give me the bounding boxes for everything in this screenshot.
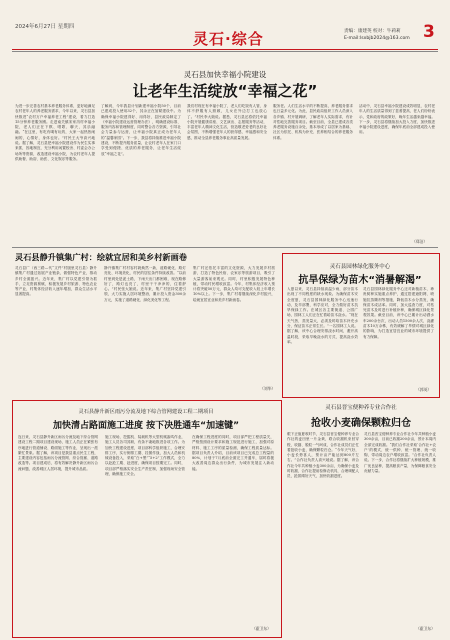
article5-col-2: 灵石县晋宝便种养专业合作社今年共种植小麦300余亩，目前已收割200余亩，预计本周内全部完成收割。“我们合作社采取‘合作社+农户’的模式，统一供种、统一管理、统一收购，带动周边农户增收致富。”合作社负责人说。下一步，合作社将继续扩大种植规模，推广优良品种，提高粮食产量，为保障粮食安全贡献力量。 bbox=[364, 432, 436, 474]
lead-col-1: 为进一步完善农村基本养老服务体系，更好地满足农村老年人的养老服务需求，今年以来，灵石县加快推进“农村万户幸福养老工程”建设，着力打造15分钟养老服务圈。走进南关镇宋家沟村幸福小院，老人们正在下棋、唱歌、聊天，其乐融融。“在这里，有吃有喝有玩的，大家一起热热闹闹的，心情好，身体也好。”村民王大爷高兴地说。据了解，灵石县把幸福小院建设作为民生实事来抓，因地制宜，充分利用闲置校舍、村委会办公场所等资源，改造建设幸福小院，为农村老年人提供助餐、助浴、助医、文化娱乐等服务。 bbox=[15, 104, 95, 161]
masthead bbox=[0, 0, 450, 62]
lead-col-4: 服务老。人们生活水平的不断提高，养老服务需求也日益多元化。为此，县民政局组织工作人员深入各乡镇、村开展调研，了解老年人实际需求，有针对性地完善服务项目。截至目前，全县已建成各类养老服务设施百余处，基本形成了以居家为基础、社区为依托、机构为补充、医养相结合的养老服务体系。 bbox=[273, 104, 353, 140]
article2-col-2: 静升镇集广村村容村貌焕然一新，道路硬化、路灯亮化、环境美化，村民的居住条件持续改善。“以前村里到处是泥土路，下雨天出门都困难，现在路修好了，路灯也亮了，村里干干净净的，住着舒心。”村民张大娘说。近年来，集广村坚持党建引领，大力实施人居环境整治，累计投入资金300余万元，实施了道路硬化、绿化美化等工程。 bbox=[104, 266, 186, 302]
article4-col-2: 施工现场，挖掘机、装载机等大型机械轰鸣作业，施工人员各司其职，有条不紊地推进各项工作。为加快工程建设进度，项目部科学组织施工，合理安排工序，实行倒排工期、挂图作战，加大人员和机械设备投入，采取“白+黑”“5+2”工作模式，全力以赴抢工期、赶进度，确保项目按期完工。同时，项目部严格落实安全生产责任制，加强现场安全管理，确保施工安全。 bbox=[105, 435, 185, 477]
lead-col-2: 了解到，今年我县计划新建幸福小院50个，目前已建成投入使用32个，其余正在加紧建设中。为确保幸福小院建得好、用得好，县民政局制定了《幸福小院建设运营管理办法》，明确建设标准、服务内容和管理制度，同时整合各方资源，引导社会力量参与运营，让幸福小院真正成为老年人的“温馨家园”。下一步，我县将持续推进幸福小院建设，不断提升服务质量，让农村老年人在家门口享受到便捷、优质的养老服务，让老年生活绽放“幸福之花”。 bbox=[101, 104, 181, 156]
section-title: 灵石·综合 bbox=[193, 30, 264, 48]
article5-kicker: 灵石县晋宝便种养专业合作社 bbox=[325, 405, 397, 411]
lead-author: （郑洁） bbox=[412, 239, 428, 244]
article3-col-1: 入夏以来，灵石县持续高温少雨，部分苗木出现了不同程度的缺水现象。为确保苗木安全度夏，灵石县园林绿化服务中心迅速行动，及早部署，科学应对，全力做好苗木抗旱保绿工作。在城区各主要街道、公园广场，园林工人们正在忙着给苗木浇水。“现在天气热，蒸发量大，必须及时给苗木补充水分，保证苗木正常生长。”一名园林工人说。据了解，该中心合理安排浇水时间，避开高温时段，采取早晚浇水的方式，提高浇水效率。 bbox=[287, 287, 358, 344]
article2-col-1: 灵石县广（西三路—代“文件”村版里灵石县）静升镇集广村通过拓展产业链条，做强特色产业，推动乡村全面振兴。近年来，集广村以党建引领为抓手，立足资源禀赋，积极发展乡村旅游、特色农业等产业，村集体经济收入逐年增加，群众生活水平显著提高。 bbox=[15, 266, 97, 297]
article2-title: 灵石县静升镇集广村：绘就宜居和美乡村新画卷 bbox=[15, 252, 187, 262]
lead-col-5: 活动中，灵石县幸福小院建设成效明显，农村老年人的生活质量得到了显著提高，老人们纷纷表示，党和政府的政策好，晚年生活越来越幸福。下一步，灵石县将继续加大投入力度，加快推进幸福小院建设进度，确保年底前全部建成投入使用。 bbox=[359, 104, 435, 135]
editor-credit: 责编：康建英 校对：牛莉莉 bbox=[344, 29, 401, 34]
article4-col-3: 在确保工程进度的同时，项目部严把工程质量关，严格按照设计要求和施工规范进行施工，加强对原材料、施工工序的质量检测，确保工程质量达标。据项目负责人介绍，目前该项目已完成总工程量的80%，计划于7月底前全面完工并通车，届时将极大改善周边群众出行条件，为城市发展注入新动能。 bbox=[192, 435, 274, 471]
article5-title: 抢收小麦确保颗粒归仓 bbox=[311, 418, 411, 429]
header-rule bbox=[12, 49, 438, 50]
article5-author: （霍卫东） bbox=[416, 626, 435, 631]
lead-bottom-rule bbox=[12, 247, 438, 248]
article3-author: （郭英） bbox=[416, 387, 432, 392]
article2-col-3: 集广村还依托丰富的文化资源，大力发展乡村旅游，打造了特色民宿、农家乐等旅游项目，吸引了大量游客前来观光。同时，村里积极发展特色种植，带动村民增收致富。今年，村集体经济收入预计将突破50万元，群众人均可支配收入较上年增长10%以上。下一步，集广村将继续深化乡村振兴，绘就宜居宜业和美乡村新画卷。 bbox=[193, 266, 275, 302]
article4-kicker: 灵石县静升新区雨污分流及地下综合管网建设工程二期项目 bbox=[78, 409, 214, 415]
contact-email: E-mail:lsxbjb2024@163.com bbox=[344, 36, 410, 41]
article4-title: 加快清占路面施工进度 按下决胜通车“加速键” bbox=[53, 421, 239, 431]
article5-col-1: 眼下正值夏收时节，灵石县晋宝便种养专业合作社的麦田里一片金黄，联合收割机来回穿梭，收割、脱粒一气呵成，合作社成员们正忙着抢收小麦，确保颗粒归仓。“今年天气好，小麦长势喜人，预计亩产能达到800斤左右。”合作社负责人高兴地说。据了解，该合作社今年共种植小麦300余亩，为确保小麦及时收割，合作社提前检修农机具，合理调配人员，抢抓晴好天气，加快收割进度。 bbox=[287, 432, 359, 479]
article3-col-2: 灵石县园林绿化服务中心还对新植苗木、珍贵树种实施重点养护，通过搭建遮阳网、喷施抗蒸腾剂等措施，降低苗木水分蒸发，确保苗木成活率。同时，加大巡查力度，对枯死苗木及时进行补植补种，确保城区绿化景观效果。截至目前，该中心已累计出动洒水车200余台次，出动人员1500余人次，浇灌苗木10万余株，有效缓解了旱情对城区绿化的影响，为打造宜居宜业的城市环境提供了有力保障。 bbox=[363, 287, 434, 339]
article2-author: （刘华） bbox=[260, 386, 276, 391]
lead-col-3: 我们村现在有幸福小院了，老人们吃饭有人管，身体不舒服有人照顾，儿女在外边打工也放心了。”村民李大娘说。据悉，灵石县还将依托幸福小院开展健康讲座、文艺演出、志愿服务等活动，丰富老年人精神文化生活，营造敬老爱老的良好社会氛围，不断增强老年人的获得感、幸福感和安全感，推动全县养老服务事业高质量发展。 bbox=[187, 104, 267, 140]
article3-title: 抗旱保绿为苗木“消暑解渴” bbox=[298, 275, 422, 286]
article3-kicker: 灵石县园林绿化服务中心 bbox=[329, 264, 391, 270]
lead-kicker: 灵石县加快幸福小院建设 bbox=[183, 70, 267, 79]
article4-author: （霍卫东） bbox=[252, 626, 271, 631]
issue-date: 2024年6月27日 星期四 bbox=[15, 24, 75, 30]
lead-headline: 让老年生活绽放“幸福之花” bbox=[132, 82, 318, 100]
page-number: 3 bbox=[423, 22, 435, 42]
article4-col-1: 连日来，灵石县静升新区雨污分流及地下综合管网建设工程二期项目建设现场，施工人员正在紧张有序地进行管道铺设、路面施工等作业，呈现出一派繁忙景象。据了解，该项目是我县重点民生工程，主要建设内容包括雨污分流管网、综合管廊、道路改造等。项目建成后，将有效解决静升新区雨污合流问题，改善城区人居环境，提升城市品质。 bbox=[18, 435, 98, 471]
